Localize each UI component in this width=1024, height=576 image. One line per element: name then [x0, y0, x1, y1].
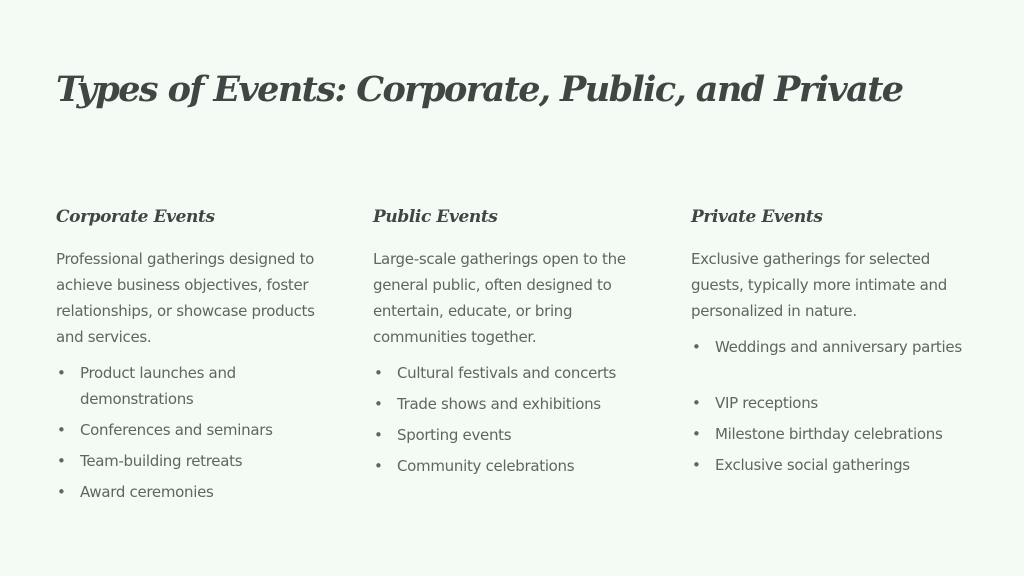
bullet-icon: • [374, 426, 383, 444]
bullet-icon: • [57, 483, 66, 501]
column-heading: Private Events [691, 207, 823, 227]
list-item-text: Cultural festivals and concerts [397, 364, 616, 382]
corporate-events-column [56, 205, 338, 510]
list-item-text: Community celebrations [397, 457, 575, 475]
list-item-text: VIP receptions [715, 394, 818, 412]
bullet-icon: • [57, 421, 66, 439]
public-events-column [373, 205, 655, 484]
list-item-text: Milestone birthday celebrations [715, 425, 943, 443]
list-item-text: Trade shows and exhibitions [397, 395, 601, 413]
bullet-icon: • [692, 394, 701, 412]
list-item [373, 453, 655, 479]
column-heading: Corporate Events [56, 207, 215, 227]
bullet-list [56, 360, 338, 505]
column-description: Professional gatherings designed to achieve business objectives, foster relationships, or showcase products and services. [56, 250, 315, 346]
list-item [56, 360, 338, 412]
list-item [691, 421, 973, 447]
list-item-text: Exclusive social gatherings [715, 456, 910, 474]
column-description: Exclusive gatherings for selected guests, typically more intimate and personalized in nature. [691, 250, 947, 320]
bullet-list [691, 334, 973, 478]
list-item-text: Conferences and seminars [80, 421, 273, 439]
column-description: Large-scale gatherings open to the general public, often designed to entertain, educate, or bring communities together. [373, 250, 626, 346]
list-item [373, 422, 655, 448]
list-item-text: Product launches and demonstrations [80, 364, 236, 408]
bullet-icon: • [57, 364, 66, 382]
bullet-icon: • [692, 425, 701, 443]
bullet-icon: • [692, 456, 701, 474]
slide-title: Types of Events: Corporate, Public, and Private [56, 69, 903, 110]
list-item [56, 417, 338, 443]
list-item-text: Team-building retreats [80, 452, 243, 470]
list-item [691, 334, 973, 360]
list-item-text: Weddings and anniversary parties [715, 338, 962, 356]
private-events-column [691, 205, 973, 483]
list-item [691, 452, 973, 478]
list-item-text: Sporting events [397, 426, 512, 444]
list-item [373, 391, 655, 417]
bullet-icon: • [692, 338, 701, 356]
bullet-list [373, 360, 655, 479]
list-item [373, 360, 655, 386]
bullet-icon: • [374, 395, 383, 413]
list-item [56, 479, 338, 505]
list-item [56, 448, 338, 474]
bullet-icon: • [374, 364, 383, 382]
bullet-icon: • [374, 457, 383, 475]
bullet-icon: • [57, 452, 66, 470]
list-item-text: Award ceremonies [80, 483, 214, 501]
column-heading: Public Events [373, 207, 498, 227]
list-item [691, 390, 973, 416]
